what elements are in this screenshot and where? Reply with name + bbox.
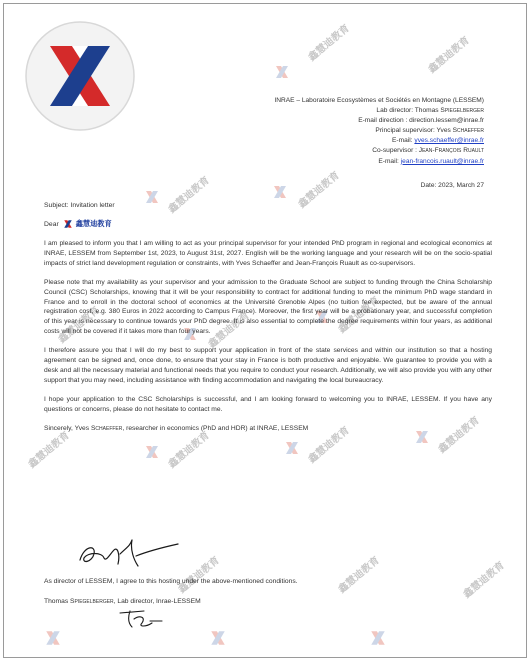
co-supervisor-email-link[interactable]: jean-francois.ruault@inrae.fr — [400, 157, 484, 165]
watermark-text: 鑫慧迪教育 — [436, 414, 482, 456]
paragraph-2: Please note that my availability as your supervisor and your admission to the Graduate School are subject to funding through the China Scholarship Council (CSC) Scholarships, knowing that it will be your responsibility to contract for additional funding to meet the minimum PhD wage standard in France and to enroll in the doctoral school of economics at the Université Grenoble Alpes (no tuition fee expected, but be aware of the annual registration cost, e.g. 380 Euros in 2022 according to Campus France). Moreover, the first year will be a probationary year, and successful completion of this year is necessary to continue towards your PhD degree. It is also essential to complete the degree requirements within four years, as additional costs will not be covered if it takes more than four years. — [44, 278, 492, 336]
watermark-text: 鑫慧迪教育 — [461, 559, 507, 601]
watermark-text: 鑫慧迪教育 — [26, 429, 72, 471]
watermark-text: 鑫慧迪教育 — [336, 294, 382, 336]
letter-subject: Subject: Invitation letter — [44, 202, 115, 209]
letter-body — [44, 239, 492, 443]
watermark-logo-icon — [369, 629, 387, 647]
watermark-text: 鑫慧迪教育 — [166, 429, 212, 471]
director-signature-line: Thomas Spiegelberger, Lab director, Inrae-LESSEM — [44, 598, 201, 605]
paragraph-4: I hope your application to the CSC Scholarships is successful, and I am looking forward to welcoming you to INRAE, LESSEM. If you have any questions or concerns, please do not hesitate to contact me. — [44, 395, 492, 413]
letter-page — [3, 3, 527, 658]
signature-supervisor — [74, 536, 184, 572]
principal-supervisor-line: Principal supervisor: Yves Schaeffer — [375, 127, 484, 135]
paragraph-1: I am pleased to inform you that I am willing to act as your principal supervisor for your intended PhD program in regional and ecological economics at INRAE, LESSEM from September 1st, 2023, to August 31st, 2027. English will be the working language and your research will be on the socio-spatial impacts of strict land development regulation or constraints, with Yves Schaeffer and Jean-François Ruault as co-supervisors. — [44, 240, 492, 267]
paragraph-5: Sincerely, Yves Schaeffer, researcher in economics (PhD and HDR) at INRAE, LESSEM — [44, 424, 309, 432]
watermark-logo-icon — [272, 184, 288, 200]
co-supervisor-line: Co-supervisor : Jean-François Ruault — [372, 147, 484, 155]
letter-date: Date: 2023, March 27 — [420, 182, 484, 189]
watermark-text: 鑫慧迪教育 — [206, 309, 252, 351]
salutation: Dear 鑫慧迪教育 — [44, 219, 112, 228]
watermark-text: 鑫慧迪教育 — [166, 174, 212, 216]
watermark-logo-icon — [44, 629, 62, 647]
principal-email-line: E-mail: yves.schaeffer@inrae.fr — [392, 137, 484, 145]
xhd-logo-icon — [24, 20, 136, 132]
watermark-text: 鑫慧迪教育 — [176, 554, 222, 596]
principal-email-link[interactable]: yves.schaeffer@inrae.fr — [414, 137, 484, 145]
watermark-logo-icon — [209, 629, 227, 647]
paragraph-3: I therefore assure you that I will do my best to support your application in front of the state services and within our institution so that a hosting agreement can be signed and, once done, to ensure that your stay in France is both productive and enjoyable. We guarantee to provide you with a desk and all the necessary material and functional needs that you require to conduct your research. Additionally, we will also provide you with any other support that you may need, including assistance with finding accommodation and navigating the local bureaucracy. — [44, 347, 492, 384]
watermark-text: 鑫慧迪教育 — [426, 34, 472, 76]
director-approval-note: As director of LESSEM, I agree to this hosting under the above-mentioned conditions. — [44, 578, 298, 585]
lab-director-line: Lab director: Thomas Spiegelberger — [376, 107, 484, 115]
watermark-text: 鑫慧迪教育 — [306, 424, 352, 466]
watermark-logo-icon — [144, 444, 160, 460]
letter-header — [184, 96, 484, 167]
institution-name: INRAE – Laboratoire Ecosystèmes et Sociétés en Montagne (LESSEM) — [274, 97, 484, 104]
watermark-text: 鑫慧迪教育 — [306, 22, 352, 64]
co-supervisor-email-line: E-mail: jean-francois.ruault@inrae.fr — [378, 157, 484, 165]
xhd-small-logo-icon — [63, 219, 73, 229]
redacted-name-logo: 鑫慧迪教育 — [63, 219, 112, 229]
email-direction-line: E-mail direction : direction.lessem@inrae.fr — [358, 117, 484, 125]
watermark-text: 鑫慧迪教育 — [296, 169, 342, 211]
watermark-text: 鑫慧迪教育 — [336, 554, 382, 596]
watermark-logo-icon — [274, 64, 290, 80]
watermark-logo-icon — [144, 189, 160, 205]
watermark-text: 鑫慧迪教育 — [56, 304, 102, 346]
signature-director — [116, 607, 166, 631]
